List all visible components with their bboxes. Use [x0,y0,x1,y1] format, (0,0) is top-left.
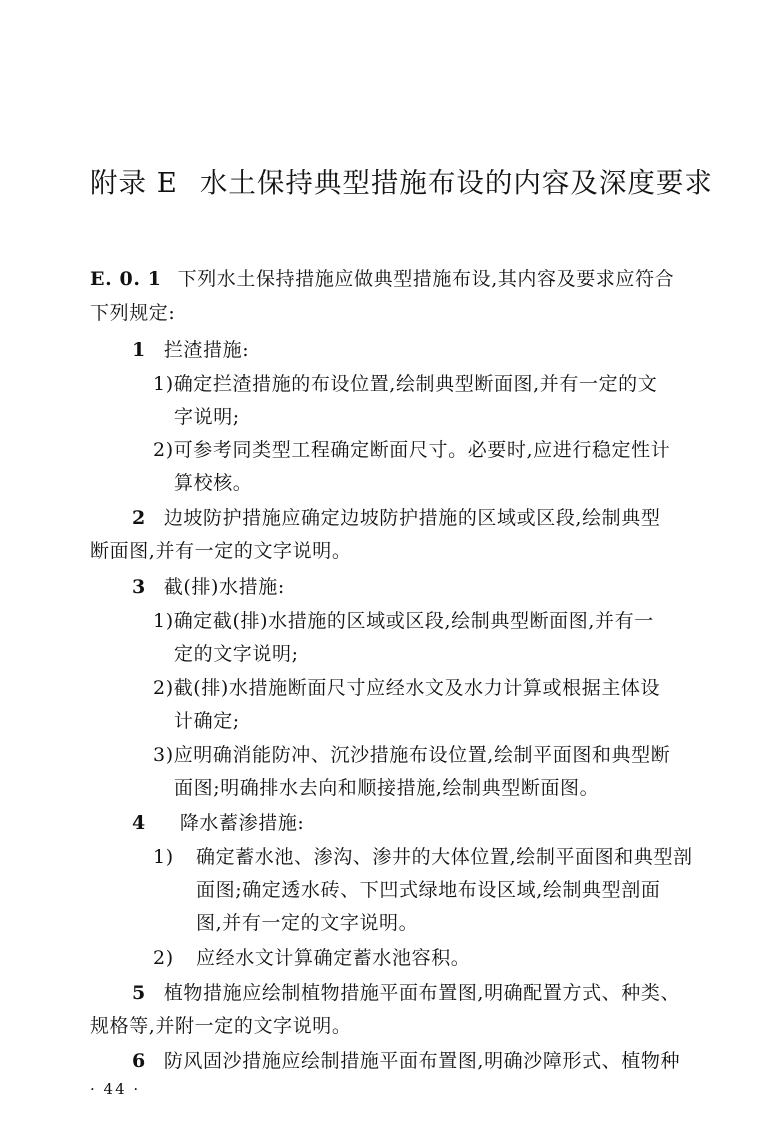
subitem-3-3-line-2: 面图;明确排水去向和顺接措施,绘制典型断面图。 [174,777,600,799]
item-number: 2 [132,507,146,529]
item-5-line-1 [132,980,680,1006]
item-number: 4 [132,812,146,834]
item-1 [132,337,249,363]
item-text: 边坡防护措施应确定边坡防护措施的区域或区段,绘制典型 [163,507,661,529]
item-2-line-1 [132,505,660,531]
subitem-3-3-line-1: 3)应明确消能防冲、沉沙措施布设位置,绘制平面图和典型断 [153,744,671,766]
subitem-3-1-line-1: 1)确定截(排)水措施的区域或区段,绘制典型断面图,并有一 [153,610,654,632]
subitem-4-1-number: 1) [153,846,174,868]
subitem-1-2-line-1: 2)可参考同类型工程确定断面尺寸。必要时,应进行稳定性计 [153,439,671,461]
item-text: 拦渣措施: [163,339,250,361]
clause-number: E. 0. 1 [90,268,162,290]
subitem-3-2-line-1: 2)截(排)水措施断面尺寸应经水文及水力计算或根据主体设 [153,677,661,699]
item-text: 降水蓄渗措施: [179,812,305,834]
item-2-line-2: 断面图,并有一定的文字说明。 [90,540,352,562]
subitem-3-1-line-2: 定的文字说明; [174,643,299,665]
clause-text-1: 下列水土保持措施应做典型措施布设,其内容及要求应符合 [177,268,675,290]
item-number: 3 [132,576,146,598]
appendix-heading: 水土保持典型措施布设的内容及深度要求 [199,167,713,199]
item-4 [132,810,304,836]
item-5-line-2: 规格等,并附一定的文字说明。 [90,1015,352,1037]
subitem-4-2-number: 2) [153,947,174,969]
item-number: 6 [132,1050,146,1072]
page-number: · 44 · [90,1080,141,1098]
subitem-1-2-line-2: 算校核。 [174,472,253,494]
subitem-3-2-line-2: 计确定; [174,710,240,732]
clause-line-2: 下列规定: [90,302,176,324]
subitem-1-1-line-1: 1)确定拦渣措施的布设位置,绘制典型断面图,并有一定的文 [153,373,658,395]
subitem-4-2-line-1: 应经水文计算确定蓄水池容积。 [196,947,471,969]
item-3 [132,574,285,600]
appendix-label: 附录 E [90,167,178,199]
item-number: 1 [132,339,146,361]
subitem-4-1-line-2: 面图;确定透水砖、下凹式绿地布设区域,绘制典型剖面 [196,879,661,901]
item-text: 截(排)水措施: [163,576,285,598]
subitem-1-1-line-2: 字说明; [174,406,240,428]
item-text: 植物措施应绘制植物措施平面布置图,明确配置方式、种类、 [163,982,681,1004]
appendix-title [90,163,713,203]
item-6-line-1 [132,1048,680,1074]
item-number: 5 [132,982,146,1004]
item-text: 防风固沙措施应绘制措施平面布置图,明确沙障形式、植物种 [163,1050,681,1072]
clause-line-1 [90,266,674,292]
subitem-4-1-line-3: 图,并有一定的文字说明。 [196,912,419,934]
subitem-4-1-line-1: 确定蓄水池、渗沟、渗井的大体位置,绘制平面图和典型剖 [196,846,693,868]
